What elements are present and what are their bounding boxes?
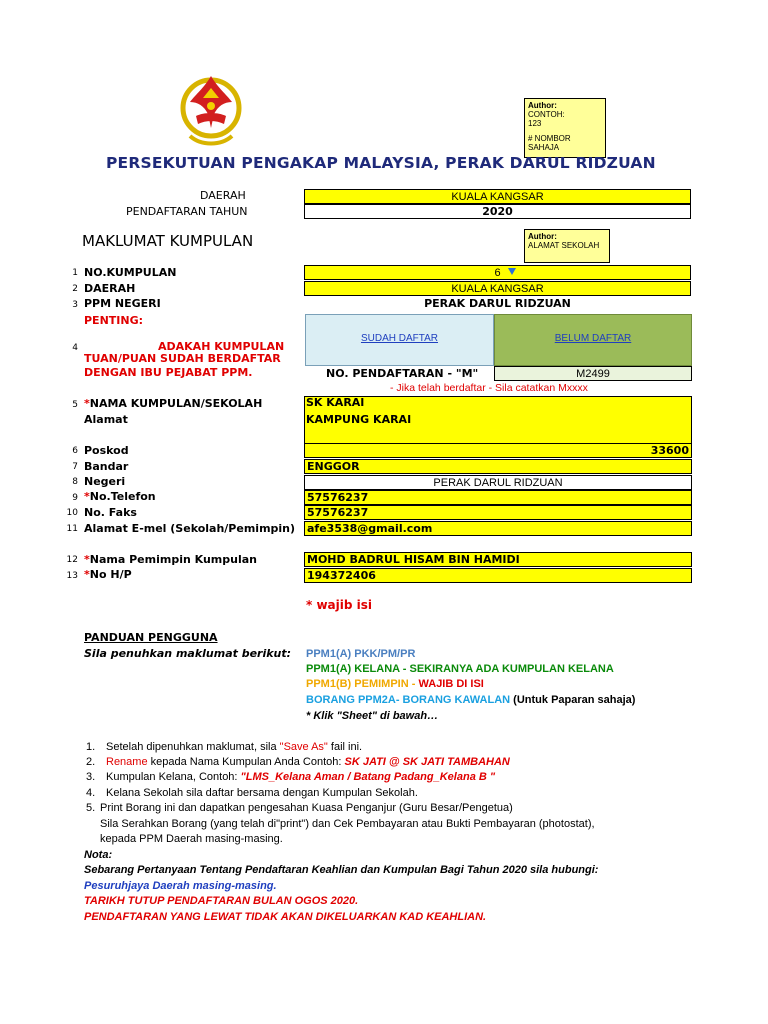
ppm-negeri-value[interactable]: PERAK DARUL RIDZUAN [304, 297, 691, 312]
comment-text: CONTOH: [528, 110, 565, 119]
penting-label: PENTING: [84, 314, 144, 327]
sheet-ppm1b-dash: - [408, 678, 419, 690]
step-3-b: "LMS_Kelana Aman / Batang Padang_Kelana B " [240, 771, 496, 783]
step-1-a: Setelah dipenuhkan maklumat, sila [106, 741, 280, 753]
sudah-daftar-cell[interactable] [305, 314, 494, 366]
nama-kumpulan-label: NAMA KUMPULAN/SEKOLAH [89, 397, 263, 410]
adakah-text-3: DENGAN IBU PEJABAT PPM. [84, 366, 253, 379]
bandar-value[interactable]: ENGGOR [304, 459, 692, 474]
sheet-ppm1b-wajib: WAJIB DI ISI [418, 678, 484, 690]
belum-daftar-cell[interactable] [494, 314, 692, 366]
email-label: Alamat E-mel (Sekolah/Pemimpin) [84, 522, 296, 535]
sheet-ppm1b-label: PPM1(B) PEMIMPIN [306, 678, 409, 690]
sheet-ppm1a-pkk[interactable]: PPM1(A) PKK/PM/PR [306, 648, 416, 660]
step-5-c: kepada PPM Daerah masing-masing. [100, 833, 283, 845]
step-4: Kelana Sekolah sila daftar bersama dengan Kumpulan Sekolah. [106, 787, 418, 799]
step-1 [106, 740, 362, 754]
hp-label-wrap [84, 568, 132, 582]
hp-value[interactable]: 194372406 [304, 568, 692, 583]
comment-text: 123 [528, 119, 542, 128]
belum-daftar-link[interactable]: BELUM DAFTAR [554, 333, 632, 344]
step-2-c: SK JATI @ SK JATI TAMBAHAN [344, 756, 510, 768]
step-number: 4. [86, 787, 96, 799]
required-star: * [84, 553, 90, 566]
sheet-ppm2a-note: (Untuk Paparan sahaja) [510, 694, 636, 706]
bandar-label: Bandar [84, 460, 129, 473]
telefon-label: No.Telefon [89, 490, 156, 503]
nota-1: Sebarang Pertanyaan Tentang Pendaftaran Keahlian dan Kumpulan Bagi Tahun 2020 sila hubungi: [84, 864, 599, 876]
author-comment-2[interactable] [524, 229, 610, 263]
row-number: 11 [66, 524, 78, 534]
adakah-text-2: TUAN/PUAN SUDAH BERDAFTAR [84, 352, 281, 365]
step-2-a: Rename [106, 756, 148, 768]
panduan-sila: Sila penuhkan maklumat berikut: [84, 647, 292, 660]
header-daerah-label: DAERAH [200, 189, 246, 202]
nota-label: Nota: [84, 849, 113, 861]
sheet-ppm2a-borang[interactable] [306, 693, 635, 707]
step-3-a: Kumpulan Kelana, Contoh: [106, 771, 241, 783]
page-title: PERSEKUTUAN PENGAKAP MALAYSIA, PERAK DARUL RIDZUAN [106, 154, 656, 172]
header-daerah-value[interactable]: KUALA KANGSAR [304, 189, 691, 204]
comment-indicator-icon [508, 268, 516, 275]
comment-text: ALAMAT SEKOLAH [528, 241, 600, 250]
step-number: 1. [86, 741, 96, 753]
scout-logo [176, 68, 246, 150]
negeri-value[interactable]: PERAK DARUL RIDZUAN [304, 475, 692, 490]
comment-author: Author: [528, 101, 557, 110]
comment-text: SAHAJA [528, 143, 560, 152]
row-number: 2 [72, 284, 78, 294]
panduan-title: PANDUAN PENGGUNA [84, 631, 218, 644]
hp-label: No H/P [89, 568, 132, 581]
step-5-a: Print Borang ini dan dapatkan pengesahan Kuasa Penganjur (Guru Besar/Pengetua) [100, 802, 513, 814]
row-number: 1 [72, 268, 78, 278]
no-pendaftaran-label: NO. PENDAFTARAN - "M" [326, 367, 479, 380]
sheet-ppm2a-label: BORANG PPM2A- BORANG KAWALAN [306, 694, 511, 706]
header-tahun-label: PENDAFTARAN TAHUN [126, 205, 248, 218]
comment-author: Author: [528, 232, 557, 241]
daerah-label: DAERAH [84, 282, 136, 295]
section-title: MAKLUMAT KUMPULAN [82, 232, 254, 250]
negeri-label: Negeri [84, 475, 126, 488]
nama-kumpulan-label-wrap [84, 397, 262, 411]
alamat-value[interactable]: KAMPUNG KARAI [306, 413, 412, 426]
wajib-isi-note: * wajib isi [306, 598, 372, 612]
row-number: 12 [66, 555, 78, 565]
nama-kumpulan-value[interactable]: SK KARAI [306, 396, 365, 409]
required-star: * [84, 568, 90, 581]
ppm-negeri-label: PPM NEGERI [84, 297, 161, 310]
daerah-value[interactable]: KUALA KANGSAR [304, 281, 691, 296]
required-star: * [84, 490, 90, 503]
required-star: * [84, 397, 90, 410]
klik-sheet-note: * Klik "Sheet" di bawah… [306, 710, 439, 722]
step-3 [106, 770, 495, 784]
poskod-value[interactable]: 33600 [304, 443, 692, 458]
nota-3: TARIKH TUTUP PENDAFTARAN BULAN OGOS 2020. [84, 895, 359, 907]
no-kumpulan-label: NO.KUMPULAN [84, 266, 177, 279]
header-tahun-value[interactable]: 2020 [304, 204, 691, 219]
no-kumpulan-value[interactable]: 6 [304, 265, 691, 280]
row-number: 3 [72, 300, 78, 310]
email-value[interactable]: afe3538@gmail.com [304, 521, 692, 536]
step-2-b: kepada Nama Kumpulan Anda Contoh: [147, 756, 345, 768]
sheet-ppm1a-kelana[interactable]: PPM1(A) KELANA - SEKIRANYA ADA KUMPULAN KELANA [306, 663, 614, 675]
step-5-b: Sila Serahkan Borang (yang telah di"print") dan Cek Pembayaran atau Bukti Pembayaran (photostat), [100, 818, 595, 830]
step-1-b: "Save As" [279, 741, 328, 753]
pemimpin-label: Nama Pemimpin Kumpulan [89, 553, 257, 566]
step-1-c: fail ini. [327, 741, 363, 753]
registration-hint: - Jika telah berdaftar - Sila catatkan Mxxxx [390, 382, 588, 394]
step-number: 5. [86, 802, 96, 814]
pemimpin-label-wrap [84, 553, 257, 567]
step-number: 2. [86, 756, 96, 768]
pemimpin-value[interactable]: MOHD BADRUL HISAM BIN HAMIDI [304, 552, 692, 567]
poskod-label: Poskod [84, 444, 129, 457]
row-number: 10 [66, 508, 78, 518]
row-number: 4 [72, 343, 78, 353]
nota-4: PENDAFTARAN YANG LEWAT TIDAK AKAN DIKELUARKAN KAD KEAHLIAN. [84, 911, 487, 923]
row-number: 8 [72, 477, 78, 487]
alamat-label: Alamat [84, 413, 128, 426]
faks-value[interactable]: 57576237 [304, 505, 692, 520]
adakah-text-1: ADAKAH KUMPULAN [158, 340, 285, 353]
telefon-label-wrap [84, 490, 156, 504]
telefon-value[interactable]: 57576237 [304, 490, 692, 505]
sheet-ppm1b-pemimpin[interactable] [306, 677, 484, 691]
author-comment-1[interactable] [524, 98, 606, 158]
comment-text: # NOMBOR [528, 134, 571, 143]
row-number: 6 [72, 446, 78, 456]
no-pendaftaran-value[interactable]: M2499 [494, 366, 692, 381]
sudah-daftar-link[interactable]: SUDAH DAFTAR [360, 333, 439, 344]
row-number: 13 [66, 571, 78, 581]
row-number: 7 [72, 462, 78, 472]
row-number: 9 [72, 493, 78, 503]
step-number: 3. [86, 771, 96, 783]
faks-label: No. Faks [84, 506, 137, 519]
row-number: 5 [72, 400, 78, 410]
step-2 [106, 755, 510, 769]
nota-2: Pesuruhjaya Daerah masing-masing. [84, 880, 277, 892]
